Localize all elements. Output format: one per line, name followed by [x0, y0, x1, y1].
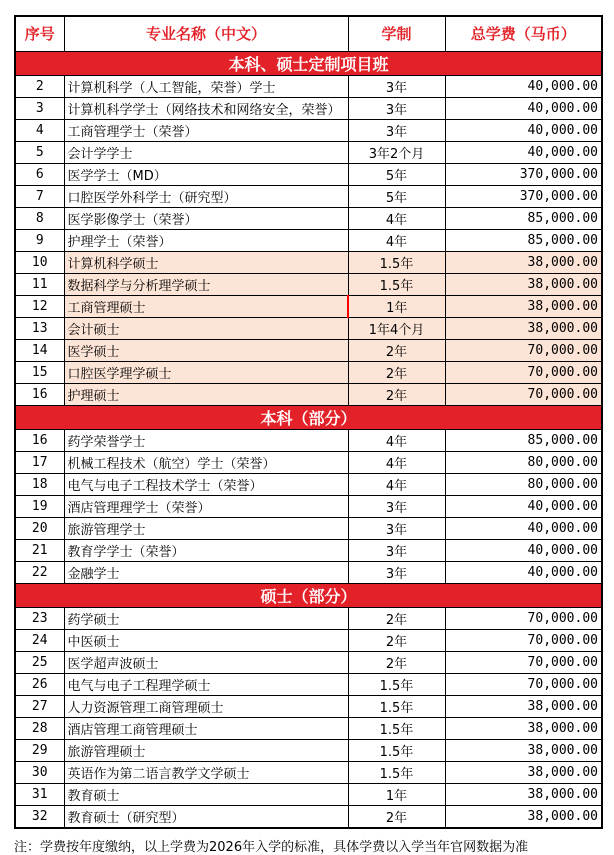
cell-fee: 40,000.00: [445, 75, 602, 97]
cell-program-name: 工商管理学士（荣誉）: [64, 119, 348, 141]
table-row: [15, 429, 602, 451]
cell-seq: 11: [15, 273, 64, 295]
cell-duration: 4年: [348, 207, 445, 229]
table-header-row: [15, 16, 602, 51]
cell-duration: 3年: [348, 75, 445, 97]
table-row: [15, 295, 602, 317]
table-row: [15, 163, 602, 185]
cell-program-name: 教育学学士（荣誉）: [64, 539, 348, 561]
cell-duration: 3年: [348, 539, 445, 561]
cell-duration: 1.5年: [348, 739, 445, 761]
cell-seq: 6: [15, 163, 64, 185]
cell-seq: 9: [15, 229, 64, 251]
cell-fee: 85,000.00: [445, 229, 602, 251]
cell-duration: 3年: [348, 561, 445, 583]
cell-duration: 2年: [348, 361, 445, 383]
cell-fee: 40,000.00: [445, 119, 602, 141]
cell-duration: 1年: [348, 295, 445, 317]
table-header: [15, 16, 602, 51]
cell-fee: 40,000.00: [445, 141, 602, 163]
cell-fee: 40,000.00: [445, 539, 602, 561]
cell-seq: 4: [15, 119, 64, 141]
column-header-seq: 序号: [15, 16, 64, 51]
section-title: 本科、硕士定制项目班: [15, 51, 602, 75]
table-row: [15, 185, 602, 207]
cell-program-name: 酒店管理理学士（荣誉）: [64, 495, 348, 517]
cell-program-name: 医学硕士: [64, 339, 348, 361]
cell-seq: 8: [15, 207, 64, 229]
cell-duration: 1.5年: [348, 273, 445, 295]
cell-seq: 16: [15, 383, 64, 405]
cell-program-name: 医学学士（MD）: [64, 163, 348, 185]
cell-program-name: 工商管理硕士: [64, 295, 348, 317]
cell-program-name: 旅游管理学士: [64, 517, 348, 539]
column-header-fee: 总学费（马币）: [445, 16, 602, 51]
table-row: [15, 761, 602, 783]
cell-fee: 370,000.00: [445, 163, 602, 185]
cell-program-name: 计算机科学（人工智能，荣誉）学士: [64, 75, 348, 97]
cell-program-name: 酒店管理工商管理硕士: [64, 717, 348, 739]
cell-seq: 7: [15, 185, 64, 207]
cell-seq: 25: [15, 651, 64, 673]
cell-program-name: 口腔医学外科学士（研究型）: [64, 185, 348, 207]
cell-program-name: 电气与电子工程技术学士（荣誉）: [64, 473, 348, 495]
cell-fee: 38,000.00: [445, 317, 602, 339]
cell-seq: 18: [15, 473, 64, 495]
cell-fee: 38,000.00: [445, 805, 602, 828]
cell-program-name: 计算机科学硕士: [64, 251, 348, 273]
cell-fee: 38,000.00: [445, 295, 602, 317]
cell-seq: 21: [15, 539, 64, 561]
cell-program-name: 教育硕士（研究型）: [64, 805, 348, 828]
table-row: [15, 783, 602, 805]
table-row: [15, 717, 602, 739]
table-row: [15, 539, 602, 561]
cell-seq: 14: [15, 339, 64, 361]
footnote: 注：学费按年度缴纳，以上学费为2026年入学的标准，具体学费以入学当年官网数据为准: [14, 839, 529, 855]
cell-duration: 3年: [348, 97, 445, 119]
column-header-duration: 学制: [348, 16, 445, 51]
cell-program-name: 人力资源管理工商管理硕士: [64, 695, 348, 717]
cell-program-name: 会计硕士: [64, 317, 348, 339]
cell-duration: 5年: [348, 163, 445, 185]
cell-fee: 70,000.00: [445, 607, 602, 629]
cell-fee: 38,000.00: [445, 717, 602, 739]
cell-program-name: 医学影像学士（荣誉）: [64, 207, 348, 229]
tuition-fee-table: [14, 15, 603, 829]
cell-fee: 40,000.00: [445, 561, 602, 583]
cell-program-name: 会计学学士: [64, 141, 348, 163]
cell-seq: 30: [15, 761, 64, 783]
cell-duration: 2年: [348, 607, 445, 629]
section-header-row: [15, 51, 602, 75]
cell-seq: 23: [15, 607, 64, 629]
cell-duration: 1.5年: [348, 673, 445, 695]
cell-duration: 1年: [348, 783, 445, 805]
table-row: [15, 495, 602, 517]
cell-seq: 26: [15, 673, 64, 695]
cell-fee: 80,000.00: [445, 473, 602, 495]
cell-fee: 38,000.00: [445, 761, 602, 783]
cell-program-name: 金融学士: [64, 561, 348, 583]
cell-duration: 4年: [348, 473, 445, 495]
table-row: [15, 383, 602, 405]
cell-seq: 2: [15, 75, 64, 97]
cell-program-name: 护理学士（荣誉）: [64, 229, 348, 251]
section-title: 本科（部分）: [15, 405, 602, 429]
cell-seq: 29: [15, 739, 64, 761]
cell-fee: 85,000.00: [445, 429, 602, 451]
section-header-row: [15, 405, 602, 429]
table-row: [15, 629, 602, 651]
section-header-row: [15, 583, 602, 607]
cell-fee: 70,000.00: [445, 361, 602, 383]
table-row: [15, 273, 602, 295]
cell-duration: 2年: [348, 805, 445, 828]
fee-table-body: [15, 51, 602, 828]
cell-program-name: 医学超声波硕士: [64, 651, 348, 673]
cell-fee: 370,000.00: [445, 185, 602, 207]
cell-fee: 80,000.00: [445, 451, 602, 473]
table-row: [15, 695, 602, 717]
cell-fee: 70,000.00: [445, 651, 602, 673]
cell-duration: 4年: [348, 451, 445, 473]
cell-seq: 19: [15, 495, 64, 517]
table-row: [15, 207, 602, 229]
cell-program-name: 中医硕士: [64, 629, 348, 651]
cell-seq: 32: [15, 805, 64, 828]
cell-fee: 38,000.00: [445, 695, 602, 717]
cell-program-name: 口腔医学理学硕士: [64, 361, 348, 383]
cell-program-name: 药学荣誉学士: [64, 429, 348, 451]
table-row: [15, 561, 602, 583]
cell-fee: 40,000.00: [445, 97, 602, 119]
cell-seq: 5: [15, 141, 64, 163]
cell-program-name: 英语作为第二语言教学文学硕士: [64, 761, 348, 783]
cell-fee: 85,000.00: [445, 207, 602, 229]
table-row: [15, 251, 602, 273]
cell-duration: 3年2个月: [348, 141, 445, 163]
section-title: 硕士（部分）: [15, 583, 602, 607]
table-row: [15, 119, 602, 141]
cell-fee: 40,000.00: [445, 495, 602, 517]
cell-program-name: 机械工程技术（航空）学士（荣誉）: [64, 451, 348, 473]
table-row: [15, 75, 602, 97]
cell-program-name: 旅游管理硕士: [64, 739, 348, 761]
table-row: [15, 451, 602, 473]
table-row: [15, 229, 602, 251]
cell-duration: 1.5年: [348, 695, 445, 717]
cell-seq: 22: [15, 561, 64, 583]
cell-duration: 4年: [348, 429, 445, 451]
cell-fee: 38,000.00: [445, 739, 602, 761]
table-row: [15, 141, 602, 163]
cell-duration: 4年: [348, 229, 445, 251]
table-row: [15, 361, 602, 383]
cell-fee: 38,000.00: [445, 783, 602, 805]
table-row: [15, 805, 602, 828]
cell-seq: 10: [15, 251, 64, 273]
table-row: [15, 317, 602, 339]
cell-program-name: 药学硕士: [64, 607, 348, 629]
cell-seq: 16: [15, 429, 64, 451]
cell-fee: 40,000.00: [445, 517, 602, 539]
cell-duration: 2年: [348, 629, 445, 651]
table-row: [15, 673, 602, 695]
cell-program-name: 教育硕士: [64, 783, 348, 805]
cell-seq: 24: [15, 629, 64, 651]
cell-duration: 1.5年: [348, 251, 445, 273]
cell-duration: 1.5年: [348, 717, 445, 739]
table-row: [15, 473, 602, 495]
cell-seq: 15: [15, 361, 64, 383]
cell-seq: 12: [15, 295, 64, 317]
cell-seq: 27: [15, 695, 64, 717]
cell-duration: 5年: [348, 185, 445, 207]
cell-duration: 3年: [348, 119, 445, 141]
cell-seq: 20: [15, 517, 64, 539]
cell-program-name: 数据科学与分析理学硕士: [64, 273, 348, 295]
cell-seq: 17: [15, 451, 64, 473]
cell-seq: 3: [15, 97, 64, 119]
cell-program-name: 计算机科学学士（网络技术和网络安全，荣誉）: [64, 97, 348, 119]
cell-duration: 3年: [348, 495, 445, 517]
cell-fee: 70,000.00: [445, 629, 602, 651]
cell-program-name: 护理硕士: [64, 383, 348, 405]
cell-duration: 2年: [348, 651, 445, 673]
table-row: [15, 607, 602, 629]
cell-program-name: 电气与电子工程理学硕士: [64, 673, 348, 695]
cell-fee: 70,000.00: [445, 673, 602, 695]
table-row: [15, 339, 602, 361]
table-row: [15, 651, 602, 673]
table-row: [15, 97, 602, 119]
cell-duration: 1年4个月: [348, 317, 445, 339]
cell-seq: 13: [15, 317, 64, 339]
cell-seq: 31: [15, 783, 64, 805]
cell-fee: 70,000.00: [445, 383, 602, 405]
cell-fee: 38,000.00: [445, 273, 602, 295]
cell-duration: 2年: [348, 339, 445, 361]
cell-seq: 28: [15, 717, 64, 739]
cell-fee: 38,000.00: [445, 251, 602, 273]
cell-fee: 70,000.00: [445, 339, 602, 361]
column-header-program: 专业名称（中文）: [64, 16, 348, 51]
cell-duration: 2年: [348, 383, 445, 405]
cell-duration: 1.5年: [348, 761, 445, 783]
table-row: [15, 517, 602, 539]
table-row: [15, 739, 602, 761]
cell-duration: 3年: [348, 517, 445, 539]
